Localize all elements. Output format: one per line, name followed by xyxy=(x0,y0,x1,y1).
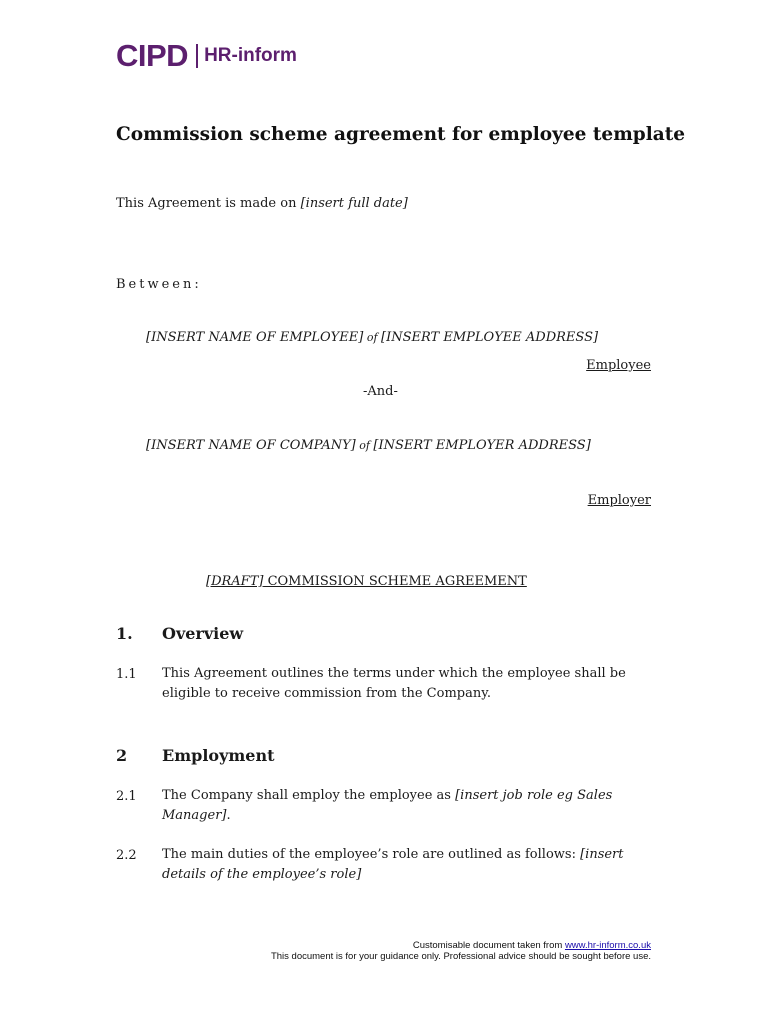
company-party-line xyxy=(146,437,591,455)
document-title: Commission scheme agreement for employee template xyxy=(116,124,686,145)
logo-separator xyxy=(196,44,198,68)
and-separator: -And- xyxy=(363,384,398,399)
section-2-number: 2 xyxy=(116,746,128,765)
clause-2-1-body: The Company shall employ the employee as xyxy=(162,788,456,803)
party-of: of xyxy=(355,439,374,452)
clause-2-1-text xyxy=(162,786,657,826)
draft-tag: [DRAFT] xyxy=(206,574,264,589)
clause-2-2-body: The main duties of the employee’s role are outlined as follows: xyxy=(162,847,581,862)
section-1-number: 1. xyxy=(116,624,133,643)
logo-product: HR-inform xyxy=(204,45,297,66)
employee-label: Employee xyxy=(586,358,651,373)
clause-2-2-text xyxy=(162,845,657,885)
party-of: of xyxy=(363,331,382,344)
footer-source-prefix: Customisable document taken from xyxy=(412,940,565,951)
employee-address-placeholder: [INSERT EMPLOYEE ADDRESS] xyxy=(381,330,599,345)
logo-brand: CIPD xyxy=(116,38,189,73)
footer-disclaimer: This document is for your guidance only. Professional advice should be sought before use. xyxy=(270,951,651,962)
clause-1-1-body: This Agreement outlines the terms under which the employee shall be eligible to receive commission from the Company. xyxy=(162,666,626,701)
employer-label: Employer xyxy=(587,493,651,508)
hr-inform-link[interactable]: www.hr-inform.co.uk xyxy=(564,940,651,951)
clause-2-1-number: 2.1 xyxy=(116,789,137,804)
clause-2-1-suffix: . xyxy=(226,808,231,823)
clause-1-1-text xyxy=(162,664,657,704)
made-on-prefix: This Agreement is made on xyxy=(116,196,301,211)
clause-1-1-number: 1.1 xyxy=(116,667,137,682)
clause-2-2-number: 2.2 xyxy=(116,848,137,863)
job-role-placeholder: [insert job role eg Sales Manager] xyxy=(162,788,613,823)
section-2-heading: Employment xyxy=(162,746,275,765)
employee-party-line xyxy=(146,329,598,347)
role-details-placeholder: [insert details of the employee’s role] xyxy=(162,847,624,882)
agreement-heading-text: COMMISSION SCHEME AGREEMENT xyxy=(263,574,527,589)
section-1-heading: Overview xyxy=(162,624,244,643)
agreement-heading xyxy=(206,573,527,591)
company-name-placeholder: [INSERT NAME OF COMPANY] xyxy=(146,438,356,453)
cipd-hr-inform-logo xyxy=(116,40,297,72)
agreement-date-line xyxy=(116,195,408,213)
footer-source-line xyxy=(413,940,651,951)
company-address-placeholder: [INSERT EMPLOYER ADDRESS] xyxy=(373,438,591,453)
employee-name-placeholder: [INSERT NAME OF EMPLOYEE] xyxy=(146,330,364,345)
between-label: Between: xyxy=(116,277,202,292)
date-placeholder: [insert full date] xyxy=(300,196,408,211)
